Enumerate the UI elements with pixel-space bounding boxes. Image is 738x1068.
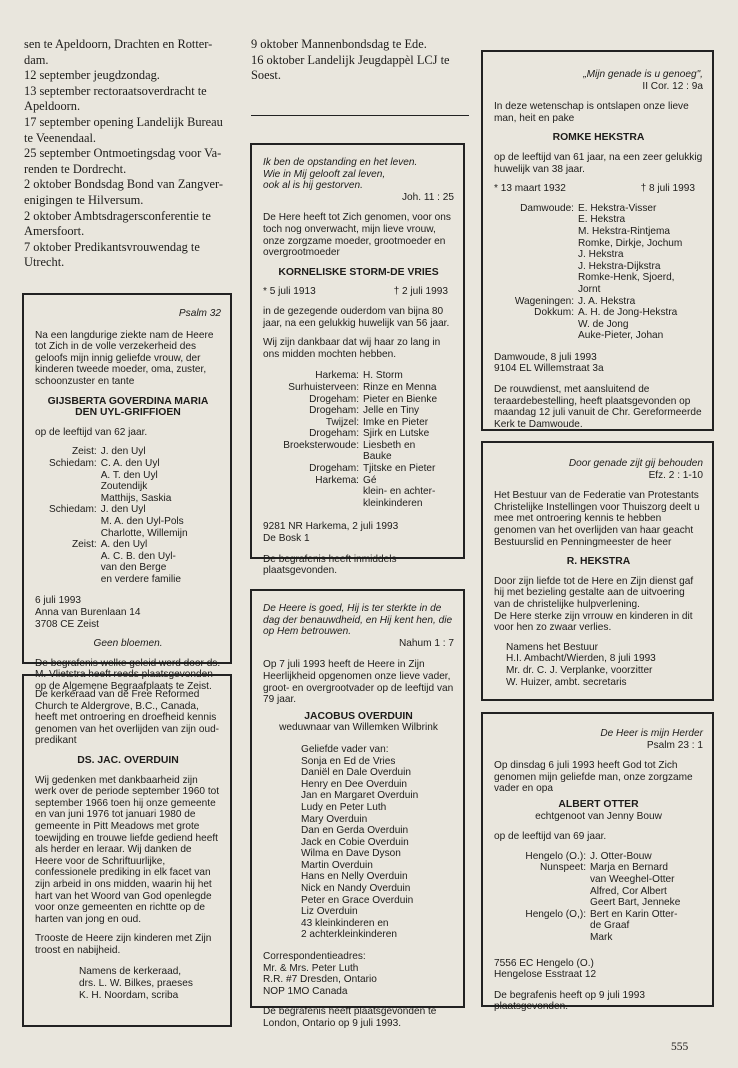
relative-names: J. den Uyl (100, 446, 146, 458)
relative-place (49, 528, 97, 540)
relative-names: Liesbeth en (363, 439, 416, 451)
agenda-line: Utrecht. (24, 255, 65, 270)
death-date: † 2 juli 1993 (393, 286, 448, 298)
relative-place (494, 238, 574, 250)
relative-place (49, 516, 97, 528)
relative-place (494, 886, 586, 898)
obituary-albert-otter (481, 712, 714, 1013)
scripture-ref: Psalm 23 : 1 (646, 739, 703, 751)
agenda-line: renden te Dordrecht. (24, 161, 127, 176)
relative-names: A. T. den Uyl (100, 469, 158, 481)
family-line: Jack en Cobie Overduin (301, 836, 409, 848)
signature-line: Namens het Bestuur (506, 641, 599, 653)
address-line: 9281 NR Harkema, 2 juli 1993 (263, 521, 399, 533)
relative-names: Romke-Henk, Sjoerd, (578, 272, 675, 284)
intro-text: In deze wetenschap is ontslapen onze lieve man, heit en pake (494, 101, 689, 124)
relative-names: de Graaf (590, 920, 630, 932)
relative-place (49, 493, 97, 505)
family-line: Nick en Nandy Overduin (301, 883, 411, 895)
relative-place: Nunspeet: (539, 862, 586, 874)
family-line: Liz Overduin (301, 906, 358, 918)
family-line: Henry en Dee Overduin (301, 778, 408, 790)
relative-names: A. H. de Jong-Hekstra (578, 307, 678, 319)
family-line: Jan en Margaret Overduin (301, 790, 419, 802)
agenda-line: Soest. (251, 68, 281, 83)
obituary-r-hekstra (481, 441, 714, 701)
relative-place: Harkema: (315, 370, 359, 382)
relative-names: M. Hekstra-Rintjema (578, 225, 670, 237)
scripture-ref: Efz. 2 : 1-10 (648, 469, 703, 481)
relative-names: Bauke (363, 451, 392, 463)
funeral-text: De begrafenis heeft op 9 juli 1993 plaatsgevonden. (494, 989, 645, 1013)
relative-place (494, 920, 586, 932)
relative-names: klein- en achter- (363, 486, 436, 498)
relative-place (49, 481, 97, 493)
signature-line: Mr. dr. C. J. Verplanke, voorzitter (506, 664, 653, 676)
relative-names: E. Hekstra (578, 214, 626, 226)
relative-place (494, 284, 574, 296)
family-line: Peter en Grace Overduin (301, 894, 414, 906)
correspondence (263, 951, 454, 997)
motto: De Heer is mijn Herder (600, 728, 703, 739)
deceased-name: ALBERT OTTER (558, 798, 639, 810)
body-text: Wij zijn dankbaar dat wij haar zo lang in ons midden mochten hebben. (263, 337, 441, 360)
relative-place: Damwoude: (520, 202, 574, 214)
relative-names: Romke, Dirkje, Jochum (578, 237, 683, 249)
obituary-romke-hekstra (481, 50, 714, 431)
column-divider (251, 115, 469, 116)
comfort-text: Trooste de Heere zijn kinderen met Zijn troost en nabijheid. (35, 933, 212, 956)
motto: Psalm 32 (178, 308, 221, 319)
relative-names: J. Hekstra-Dijkstra (578, 260, 661, 272)
relative-names: C. A. den Uyl (100, 457, 160, 469)
relative-place: Hengelo (O,): (525, 908, 586, 920)
intro-text: Op dinsdag 6 juli 1993 heeft God tot Zich genomen mijn geliefde man, onze zorgzame vader en opa (494, 760, 693, 795)
agenda-line: Amersfoort. (24, 224, 85, 239)
address-line: De Bosk 1 (263, 533, 310, 545)
agenda-line: dam. (24, 52, 49, 67)
deceased-name: DS. JAC. OVERDUIN (77, 754, 179, 766)
body-text: op de leeftijd van 61 jaar, na een zeer gelukkig huwelijk van 38 jaar. (494, 151, 703, 175)
relatives-list (263, 370, 454, 509)
scripture-ref: Nahum 1 : 7 (399, 637, 454, 649)
family-line: 2 achterkleinkinderen (301, 929, 397, 941)
relative-names: Zoutendijk (100, 481, 148, 493)
family-line: Mary Overduin (301, 813, 368, 825)
motto-line: Wie in Mij gelooft zal leven, (263, 168, 386, 180)
relative-place (49, 470, 97, 482)
relatives-list (494, 203, 703, 342)
agenda-line: 2 oktober Ambtsdragersconferentie te (24, 208, 211, 223)
correspondence-line: Mr. & Mrs. Peter Luth (263, 962, 359, 974)
address-line: Anna van Burenlaan 14 (35, 607, 141, 619)
relative-place (494, 214, 574, 226)
deceased-name (35, 396, 221, 419)
signature-line: K. H. Noordam, scriba (79, 989, 179, 1001)
motto: „Mijn genade is u genoeg", (583, 69, 703, 80)
relative-names: Jornt (578, 283, 601, 295)
family-line: Geliefde vader van: (301, 743, 389, 755)
relative-names: E. Hekstra-Visser (578, 202, 657, 214)
deceased-name: R. HEKSTRA (566, 556, 631, 568)
relative-names: A. den Uyl (100, 539, 148, 551)
obituary-storm (250, 143, 465, 577)
relative-names: J. den Uyl (100, 504, 146, 516)
intro-text: Het Bestuur van de Federatie van Protestants Christelijke Instellingen voor Thuiszorg deelt u mee met ontroering kennis te hebben genomen van het overlijden van haar geacht Bestuurslid en Penningmeester de heer (494, 490, 700, 548)
relative-names: Marja en Bernard (590, 862, 668, 874)
relative-place: Twijzel: (325, 416, 359, 428)
deceased-name: ROMKE HEKSTRA (552, 132, 645, 144)
relative-names: Tjitske en Pieter (363, 463, 436, 475)
relative-names: Gé (363, 474, 377, 486)
spouse-line: echtgenoot van Jenny Bouw (535, 810, 662, 822)
intro-text: Na een langdurige ziekte nam de Heere tot Zich in de volle verzekerheid des geloofs mijn innig geliefde vrouw, der kinderen tweede moeder, oma, zuster, schoonzuster en tante (35, 329, 214, 387)
agenda-line: te Veenendaal. (24, 130, 97, 145)
family-line: Daniël en Dale Overduin (301, 767, 411, 779)
relative-place (494, 249, 574, 261)
relative-place (49, 551, 97, 563)
body-text: Wij gedenken met dankbaarheid zijn werk over de periode september 1960 tot september 1966 toen hij onze gemeente en van juni 1976 tot januari 1980 de gemeente in Pitt Meadows met grote toewijding en trouwe liefde gediend heeft als herder en leraar. Wij danken de Heere voor de Schriftuurlijke, confessionele prediking in elk facet van zijn arbeid in ons midden, waarin hij het hart van het Woord van God openlegde voor onze gemeenten en richtte op de harten van jong en oud. (35, 774, 220, 925)
family-line: Hans en Nelly Overduin (301, 871, 408, 883)
spouse-line: weduwnaar van Willemken Wilbrink (279, 722, 438, 734)
relative-place (494, 272, 574, 284)
relative-place: Drogeham: (309, 393, 359, 405)
family-line: Ludy en Peter Luth (301, 801, 387, 813)
relative-names: Imke en Pieter (363, 416, 429, 428)
agenda-line: 17 september opening Landelijk Bureau (24, 114, 223, 129)
relative-place: Harkema: (315, 474, 359, 486)
relative-place (494, 319, 574, 331)
relative-place: Zeist: (72, 539, 97, 551)
agenda-line: 25 september Ontmoetingsdag voor Va- (24, 146, 222, 161)
signature-line: H.I. Ambacht/Wierden, 8 juli 1993 (506, 653, 656, 665)
relative-names: Pieter en Bienke (363, 393, 438, 405)
funeral-text: De begrafenis heeft inmiddels plaatsgevonden. (263, 553, 397, 577)
relative-place: Schiedam: (49, 457, 97, 469)
relative-names: Matthijs, Saskia (100, 492, 172, 504)
age-text: op de leeftijd van 69 jaar. (494, 831, 607, 843)
relative-place (263, 486, 359, 498)
relative-place: Zeist: (72, 446, 97, 458)
relative-place (494, 874, 586, 886)
family-list (263, 744, 454, 941)
relatives-list (494, 851, 703, 944)
intro-text: Op 7 juli 1993 heeft de Heere in Zijn Heerlijkheid opgenomen onze lieve vader, groot- en overgrootvader op de leeftijd van 79 jaar. (263, 659, 454, 706)
funeral-text: De begrafenis heeft plaatsgevonden te London, Ontario op 9 juli 1993. (263, 1006, 437, 1029)
relative-place (494, 897, 586, 909)
relative-place (263, 498, 359, 510)
relative-place: Drogeham: (309, 428, 359, 440)
relative-place (494, 261, 574, 273)
relative-place: Surhuisterveen: (288, 381, 359, 393)
page-number: 555 (671, 1041, 689, 1053)
correspondence-line: R.R. #7 Dresden, Ontario (263, 974, 377, 986)
address-line: Hengelose Esstraat 12 (494, 969, 597, 981)
correspondence-line: NOP 1MO Canada (263, 985, 348, 997)
correspondence-label: Correspondentieadres: (263, 951, 366, 963)
relatives-list (49, 446, 221, 585)
body-text: Door zijn liefde tot de Here en Zijn dienst gaf hij met bezieling gestalte aan de uitvoering van de christelijke hulpverlening. (494, 575, 694, 610)
relative-names: A. C. B. den Uyl- (100, 550, 176, 562)
address-line: 3708 CE Zeist (35, 618, 99, 630)
scripture-ref: II Cor. 12 : 9a (642, 80, 703, 92)
relative-place (49, 562, 97, 574)
motto (263, 157, 454, 192)
death-date: † 8 juli 1993 (640, 183, 695, 195)
agenda-line: 7 oktober Predikantsvrouwendag te (24, 239, 200, 254)
relative-place (263, 451, 359, 463)
family-line: Wilma en Dave Dyson (301, 848, 401, 860)
relative-names: Geert Bart, Jenneke (590, 897, 681, 909)
family-line: 43 kleinkinderen en (301, 917, 389, 929)
agenda-line: 2 oktober Bondsdag Bond van Zangver- (24, 177, 223, 192)
relative-names: J. Hekstra (578, 249, 624, 261)
relative-names: J. A. Hekstra (578, 295, 636, 307)
relative-names: Auke-Pieter, Johan (578, 330, 664, 342)
signature (35, 966, 221, 1001)
relative-names: Rinze en Menna (363, 381, 437, 393)
obituary-griffioen (22, 293, 232, 693)
obituary-jacobus-overduin (250, 589, 465, 1029)
agenda-line: enigingen te Hilversum. (24, 192, 144, 207)
name-line: GIJSBERTA GOVERDINA MARIA (47, 395, 209, 407)
agenda-line: 12 september jeugdzondag. (24, 68, 160, 83)
relative-names: H. Storm (363, 370, 403, 382)
relative-place (494, 226, 574, 238)
motto: De Heere is goed, Hij is ter sterkte in de dag der benauwdheid, en Hij kent hen, die op Hem betrouwen. (263, 603, 453, 638)
intro-text: De Here heeft tot Zich genomen, voor ons toch nog onverwacht, mijn lieve vrouw, onze zorgzame moeder, grootmoeder en overgrootmoeder (263, 212, 451, 259)
funeral-text: De rouwdienst, met aansluitend de teraardebestelling, heeft plaatsgevonden op maandag 12 juli vanuit de Chr. Gereformeerde Kerk te Damwoude. (494, 384, 702, 430)
motto-line: Ik ben de opstanding en het leven. (263, 157, 418, 168)
relative-names: Sjirk en Lutske (363, 428, 430, 440)
relative-names: kleinkinderen (363, 497, 423, 509)
funeral-text: De begrafenis welke geleid werd door ds. M. Vlietstra heeft reeds plaatsgevonden op de Algemene Begraafplaats te Zeist. (35, 657, 221, 693)
relative-place: Drogeham: (309, 405, 359, 417)
deceased-name: KORNELISKE STORM-DE VRIES (278, 266, 439, 278)
relative-place: Hengelo (O.): (525, 850, 586, 862)
address-line: Damwoude, 8 juli 1993 (494, 351, 597, 363)
body-text: De Here sterke zijn vrrouw en kinderen in dit voor hen zo zwaar verlies. (494, 610, 693, 634)
scripture-ref: Joh. 11 : 25 (401, 191, 454, 203)
relative-place: Broeksterwoude: (283, 439, 359, 451)
relative-place: Schiedam: (49, 504, 97, 516)
age-text: op de leeftijd van 62 jaar. (35, 426, 148, 438)
relative-names: van Weeghel-Otter (590, 873, 675, 885)
relative-names: Bert en Karin Otter- (590, 908, 678, 920)
motto: Door genade zijt gij behouden (568, 458, 703, 469)
life-dates (263, 286, 454, 298)
agenda-line: 13 september rectoraatsoverdracht te (24, 83, 207, 98)
date: 6 juli 1993 (35, 595, 82, 607)
no-flowers-note: Geen bloemen. (93, 638, 163, 650)
relative-names: Alfred, Cor Albert (590, 885, 667, 897)
relative-names: M. A. den Uyl-Pols (100, 515, 184, 527)
agenda-line: 16 oktober Landelijk Jeugdappèl LCJ te (251, 52, 450, 67)
body-text: in de gezegende ouderdom van bijna 80 jaar, na een gelukkig huwelijk van 56 jaar. (263, 305, 450, 329)
relative-names: Charlotte, Willemijn (100, 527, 188, 539)
signature-line: Namens de kerkeraad, (79, 966, 182, 978)
intro-text: De kerkeraad van de Free Reformed Church te Aldergrove, B.C., Canada, heeft met ontroering en droefheid kennis genomen van het overlijden van zijn oud-predikant (35, 689, 220, 747)
agenda-line: sen te Apeldoorn, Drachten en Rotter- (24, 37, 213, 51)
deceased-name: JACOBUS OVERDUIN (304, 710, 413, 722)
relative-names: en verdere familie (100, 573, 181, 585)
relative-names: J. Otter-Bouw (590, 850, 652, 862)
family-line: Dan en Gerda Overduin (301, 825, 409, 837)
agenda-mid (251, 37, 473, 84)
relative-place: Wageningen: (514, 295, 574, 307)
address-line: 9104 EL Willemstraat 3a (494, 363, 604, 375)
relative-place (494, 932, 586, 944)
relative-place: Dokkum: (534, 307, 574, 319)
family-line: Martin Overduin (301, 859, 373, 871)
birth-date: * 13 maart 1932 (494, 183, 566, 195)
relative-names: Jelle en Tiny (363, 405, 420, 417)
address-line: 7556 EC Hengelo (O.) (494, 957, 594, 969)
name-line: DEN UYL-GRIFFIOEN (75, 407, 181, 419)
relative-names: van den Berge (100, 562, 167, 574)
agenda-line: Apeldoorn. (24, 99, 81, 114)
family-line: Sonja en Ed de Vries (301, 755, 396, 767)
relative-place (494, 330, 574, 342)
life-dates (494, 183, 703, 195)
relative-names: Mark (590, 931, 613, 943)
signature (494, 642, 703, 688)
signature-line: drs. L. W. Bilkes, praeses (79, 978, 193, 990)
relative-place (49, 574, 97, 586)
agenda-line: 9 oktober Mannenbondsdag te Ede. (251, 37, 427, 51)
birth-date: * 5 juli 1913 (263, 286, 316, 298)
relative-names: W. de Jong (578, 318, 629, 330)
signature-line: W. Huizer, ambt. secretaris (506, 676, 627, 688)
obituary-ds-overduin (22, 674, 232, 1027)
agenda-left (24, 37, 248, 271)
relative-place: Drogeham: (309, 463, 359, 475)
motto-line: ook al is hij gestorven. (263, 180, 363, 192)
